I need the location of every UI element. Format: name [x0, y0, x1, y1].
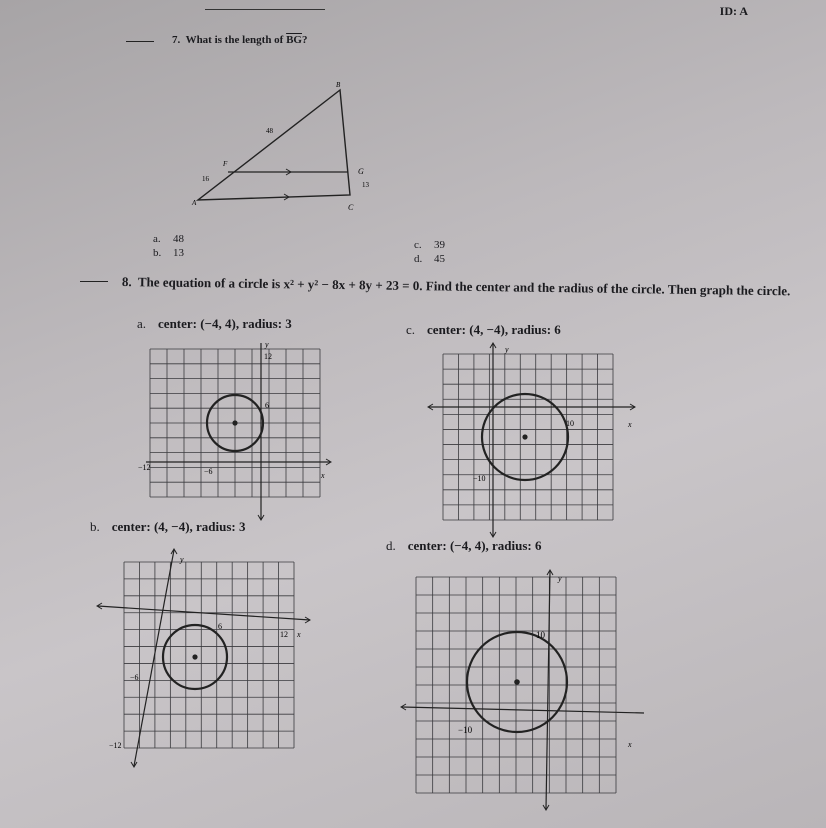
length-fa-label: 16: [202, 175, 209, 183]
grid-b: [124, 562, 294, 748]
x-tick-label: 10: [566, 419, 574, 428]
q8-choice-b[interactable]: b. center: (4, −4), radius: 3: [90, 519, 246, 534]
answer-blank-q8[interactable]: [80, 281, 108, 282]
x-axis-label: x: [297, 630, 301, 639]
y-tick-label: 12: [264, 352, 272, 361]
y-tick-label: −10: [473, 474, 486, 483]
question-8-prompt: 8. The equation of a circle is x² + y² − 8x + 8y + 23 = 0. Find the center and the radius of the circle. Then graph the circle.: [121, 274, 791, 299]
q8-choice-a[interactable]: a. center: (−4, 4), radius: 3: [137, 316, 292, 331]
q7-choice-c[interactable]: c. 39: [414, 239, 445, 251]
q8-choice-d[interactable]: d. center: (−4, 4), radius: 6: [386, 538, 542, 553]
center-point-c: [522, 434, 527, 439]
document-id: ID: A: [719, 4, 748, 18]
header-rule: [205, 9, 325, 10]
vertex-b-label: B: [336, 81, 341, 89]
vertex-c-label: C: [348, 203, 354, 212]
question-number: 7.: [172, 34, 181, 46]
vertex-g-label: G: [358, 167, 364, 176]
graph-a: [128, 335, 338, 525]
y-axis-label: y: [505, 345, 509, 354]
y-tick-label: 10: [536, 630, 545, 640]
vertex-f-label: F: [223, 160, 228, 168]
question-number: 8.: [121, 274, 132, 290]
x-axis-label: x: [321, 471, 325, 480]
q8-choice-c[interactable]: c. center: (4, −4), radius: 6: [406, 322, 561, 337]
grid-d: [416, 577, 616, 793]
x-tick-label: −6: [204, 467, 213, 476]
q7-choice-b[interactable]: b. 13: [153, 247, 184, 259]
center-point-b: [192, 654, 197, 659]
center-point-a: [232, 420, 237, 425]
x-tick-label: 12: [280, 630, 288, 639]
segment-bg: $\overline{BG}$: [286, 34, 302, 46]
x-axis-label: x: [628, 420, 632, 429]
x-tick-label: 6: [218, 622, 222, 631]
y-axis-label: y: [180, 555, 184, 564]
x-tick-label: −12: [138, 463, 151, 472]
y-tick-label: −6: [130, 673, 139, 682]
y-axis-label: y: [558, 574, 562, 583]
vertex-a-label: A: [192, 199, 197, 207]
y-tick-label: −12: [109, 741, 122, 750]
y-axis-label: y: [265, 340, 269, 349]
graph-d: [398, 565, 648, 815]
y-tick-label: 6: [265, 401, 269, 410]
answer-blank-q7[interactable]: [126, 41, 154, 42]
q7-choice-d[interactable]: d. 45: [414, 253, 445, 265]
grid-c: [443, 354, 613, 520]
question-7-prompt: 7. What is the length of $\overline{BG}$?: [172, 34, 308, 46]
triangle-figure: [180, 75, 380, 215]
length-gc-label: 13: [362, 181, 369, 189]
graph-b: [92, 540, 317, 770]
x-axis-label: x: [628, 740, 632, 749]
center-point-d: [514, 679, 520, 685]
q7-choice-a[interactable]: a. 48: [153, 233, 184, 245]
length-bf-label: 48: [266, 127, 273, 135]
graph-c: [425, 340, 640, 540]
x-tick-label: −10: [458, 725, 473, 735]
